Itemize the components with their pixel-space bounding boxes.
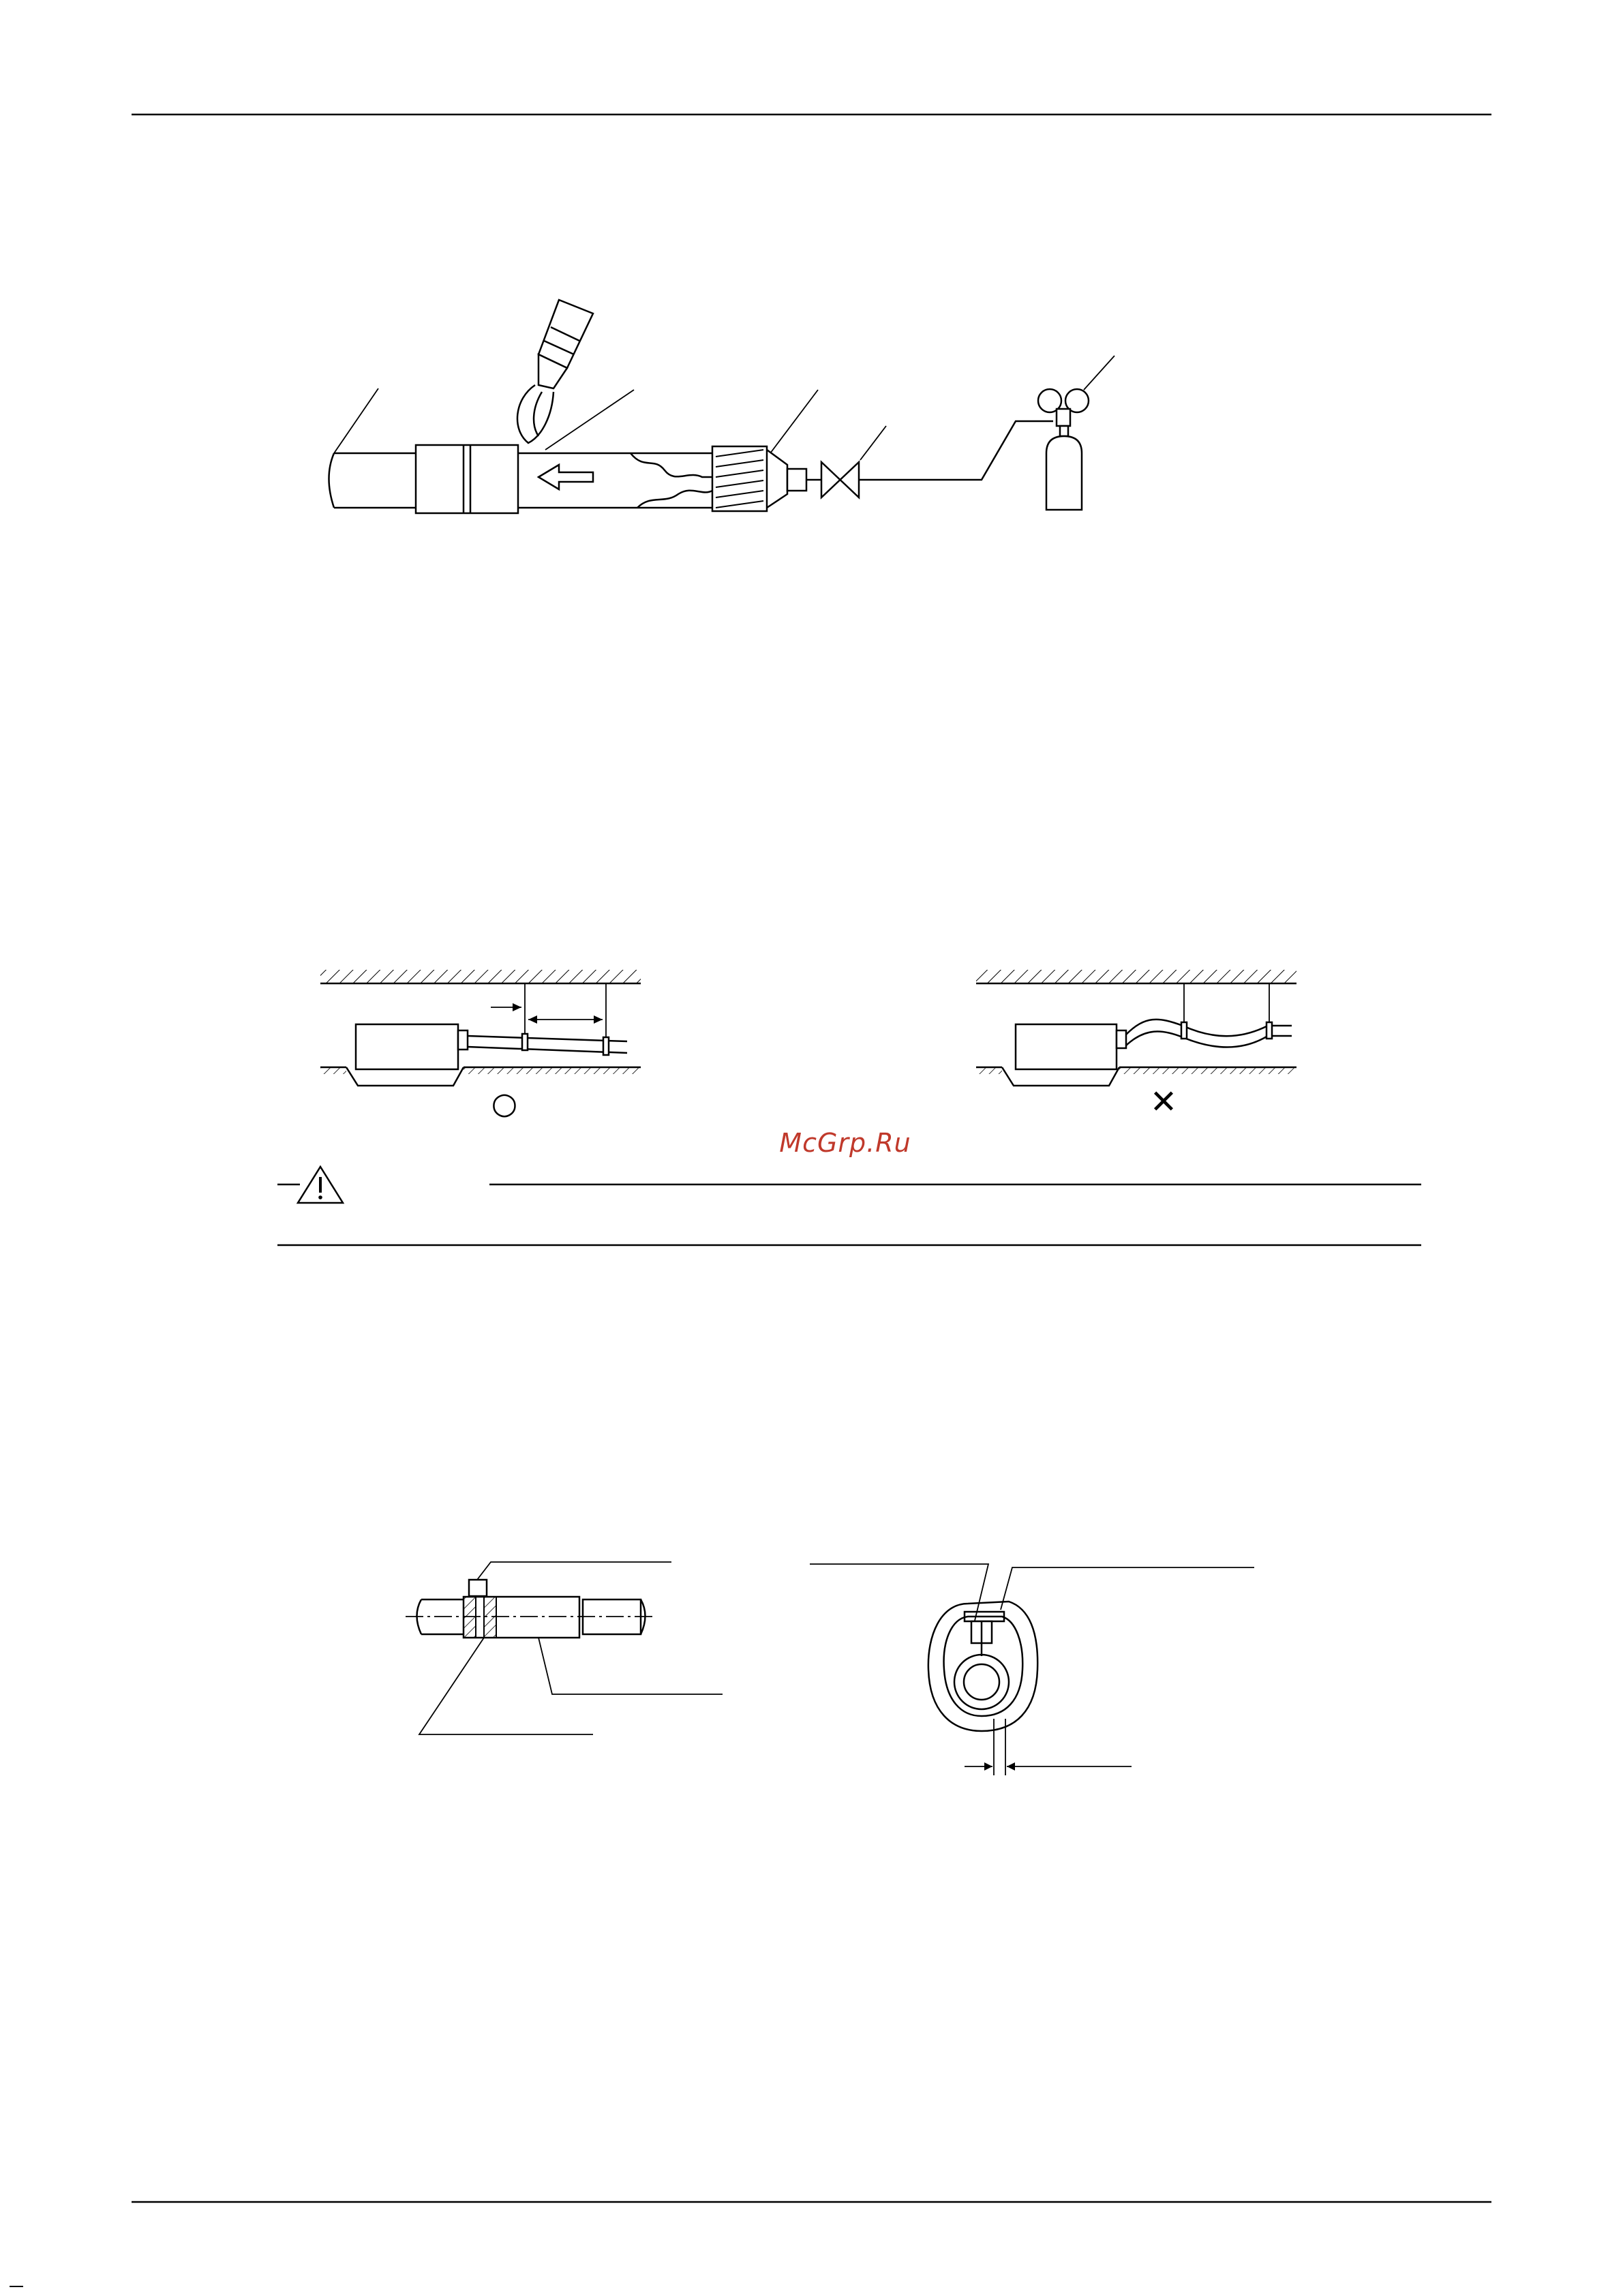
flow-arrow-icon [539,465,593,489]
nitrogen-hose [859,421,1053,480]
brazing-torch-icon [517,300,593,443]
leader-valve [860,426,886,460]
brazing-diagram [329,300,1115,513]
caution-block [277,1167,1421,1245]
leader-reducer [770,390,818,453]
ceiling-slab [320,970,641,983]
watermark: McGrp.Ru [779,1128,911,1158]
pipe-sleeve [416,445,518,513]
indoor-unit [356,1024,458,1069]
nitrogen-cylinder-icon [1046,436,1082,510]
leader-gauge [1084,356,1114,390]
refrigerant-pipe [329,453,416,508]
incorrect-mark: ✕ [1149,1083,1178,1121]
pipe-support-incorrect-diagram [976,970,1296,1086]
correct-mark: ○ [491,1086,518,1121]
pipe-support-correct-diagram [320,970,641,1086]
pipe-insulation-section-diagram [810,1564,1254,1775]
leader-brazing-point [545,390,634,450]
valve-icon [821,462,859,498]
pipe-clamp-side-diagram [406,1562,723,1734]
leader-pipe [334,388,378,453]
